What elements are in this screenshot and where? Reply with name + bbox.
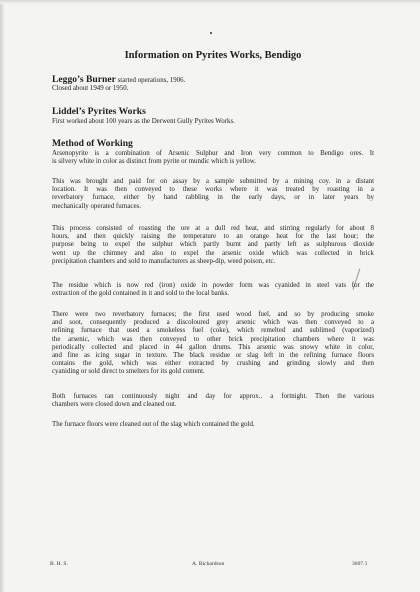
paragraph-assay [52, 178, 374, 211]
para1-line: is silvery white in color as distinct from pyrite or mundic which is yellow. [52, 158, 256, 166]
document-title: Information on Pyrites Works, Bendigo [124, 50, 302, 61]
para5-line: and soot, consequently produced a discoloured grey arsenic which was then conveyed to a [52, 319, 374, 327]
para4-line: The residue which is now red (iron) oxide in powder form was cyanided in steel vats for the [52, 282, 374, 289]
para5-line: cyaniding or sold direct to smelters for its gold content. [52, 368, 205, 376]
para3-line: purpose being to expel the sulphur which partly burnt and partly left as sulphurous dioxide [52, 241, 374, 249]
para6-line: chambers were closed down and cleaned out. [52, 401, 177, 409]
paragraph-residue [52, 282, 374, 298]
liddel-heading: Liddel’s Pyrites Works [52, 106, 146, 117]
para3-line: hours, and then quickly raising the temperature to an orange heat for the last hour; the [52, 233, 374, 241]
footer-reference: 3607.1 [352, 561, 368, 567]
para5-line: contains the gold, which was either extracted by crushing and grinding slowly and then [52, 360, 374, 368]
para2-line: mechanically operated furnaces. [52, 202, 141, 210]
footer-left: B. H. S. [50, 561, 68, 567]
para2-line: This was brought and paid for on assay by a sample submitted by a mining coy. in a distant [52, 178, 374, 185]
paragraph-continuous [52, 393, 374, 409]
para3-line: went up the chimney and also to expel the arsenic oxide which was collected in brick [52, 249, 374, 257]
para3-line: This process consisted of roasting the ore at a dull red heat, and stirring regularly for about 8 [52, 225, 374, 232]
leggo-started: started operations, 1906. [115, 77, 186, 84]
para5-line: the arsenic, which was then conveyed to other brick precipitation chambers where it was [52, 335, 374, 343]
scan-shadow-left [0, 0, 5, 592]
scan-shadow-top [0, 0, 420, 4]
para5-line: periodically collected and placed in 44 gallon drums. This arsenic was snowy white in color, [52, 343, 374, 351]
para3-line: precipitation chambers and sold to manufacturers as sheep-dip, weed poison, etc. [52, 257, 276, 265]
liddel-text [52, 118, 374, 126]
punch-mark [210, 32, 212, 34]
leggo-closed: Closed about 1949 or 1950. [52, 85, 129, 93]
footer-author: A. Richardson [192, 561, 225, 567]
para1-line: Arsenopyrite is a combination of Arsenic Sulphur and Iron very common to Bendigo ores. It [52, 150, 374, 157]
para7-line: The furnace floors were cleaned out of the slag which contained the gold. [52, 421, 255, 428]
para5-line: and fine as icing sugar in texture. The black residue or slag left in the refining furnace floors [52, 352, 374, 360]
para5-line: refining furnace that used a smokeless fuel (coke), which remelted and sublimed (vaporized) [52, 327, 374, 335]
para5-line: There were two reverbatory furnaces; the first used wood fuel, and so by producing smoke [52, 311, 374, 318]
leggo-section [52, 76, 374, 93]
method-heading: Method of Working [52, 138, 133, 149]
para6-line: Both furnaces ran continuously night and day for approx.. a fortnight. Then the various [52, 393, 374, 400]
para2-line: reverbatory furnace, either by hand rabbling in the early days, or in later years by [52, 194, 374, 202]
para2-line: location. It was then conveyed to these works where it was treated by roasting in a [52, 186, 374, 194]
paragraph-roasting [52, 225, 374, 266]
paragraph-furnaces [52, 311, 374, 377]
paragraph-floors [52, 421, 374, 429]
liddel-line: First worked about 100 years as the Derwent Gully Pyrites Works. [52, 118, 235, 125]
para4-line: extraction of the gold contained in it and sold to the local banks. [52, 290, 230, 298]
paragraph-arsenopyrite [52, 150, 374, 166]
leggo-heading: Leggo’s Burner [52, 74, 116, 85]
